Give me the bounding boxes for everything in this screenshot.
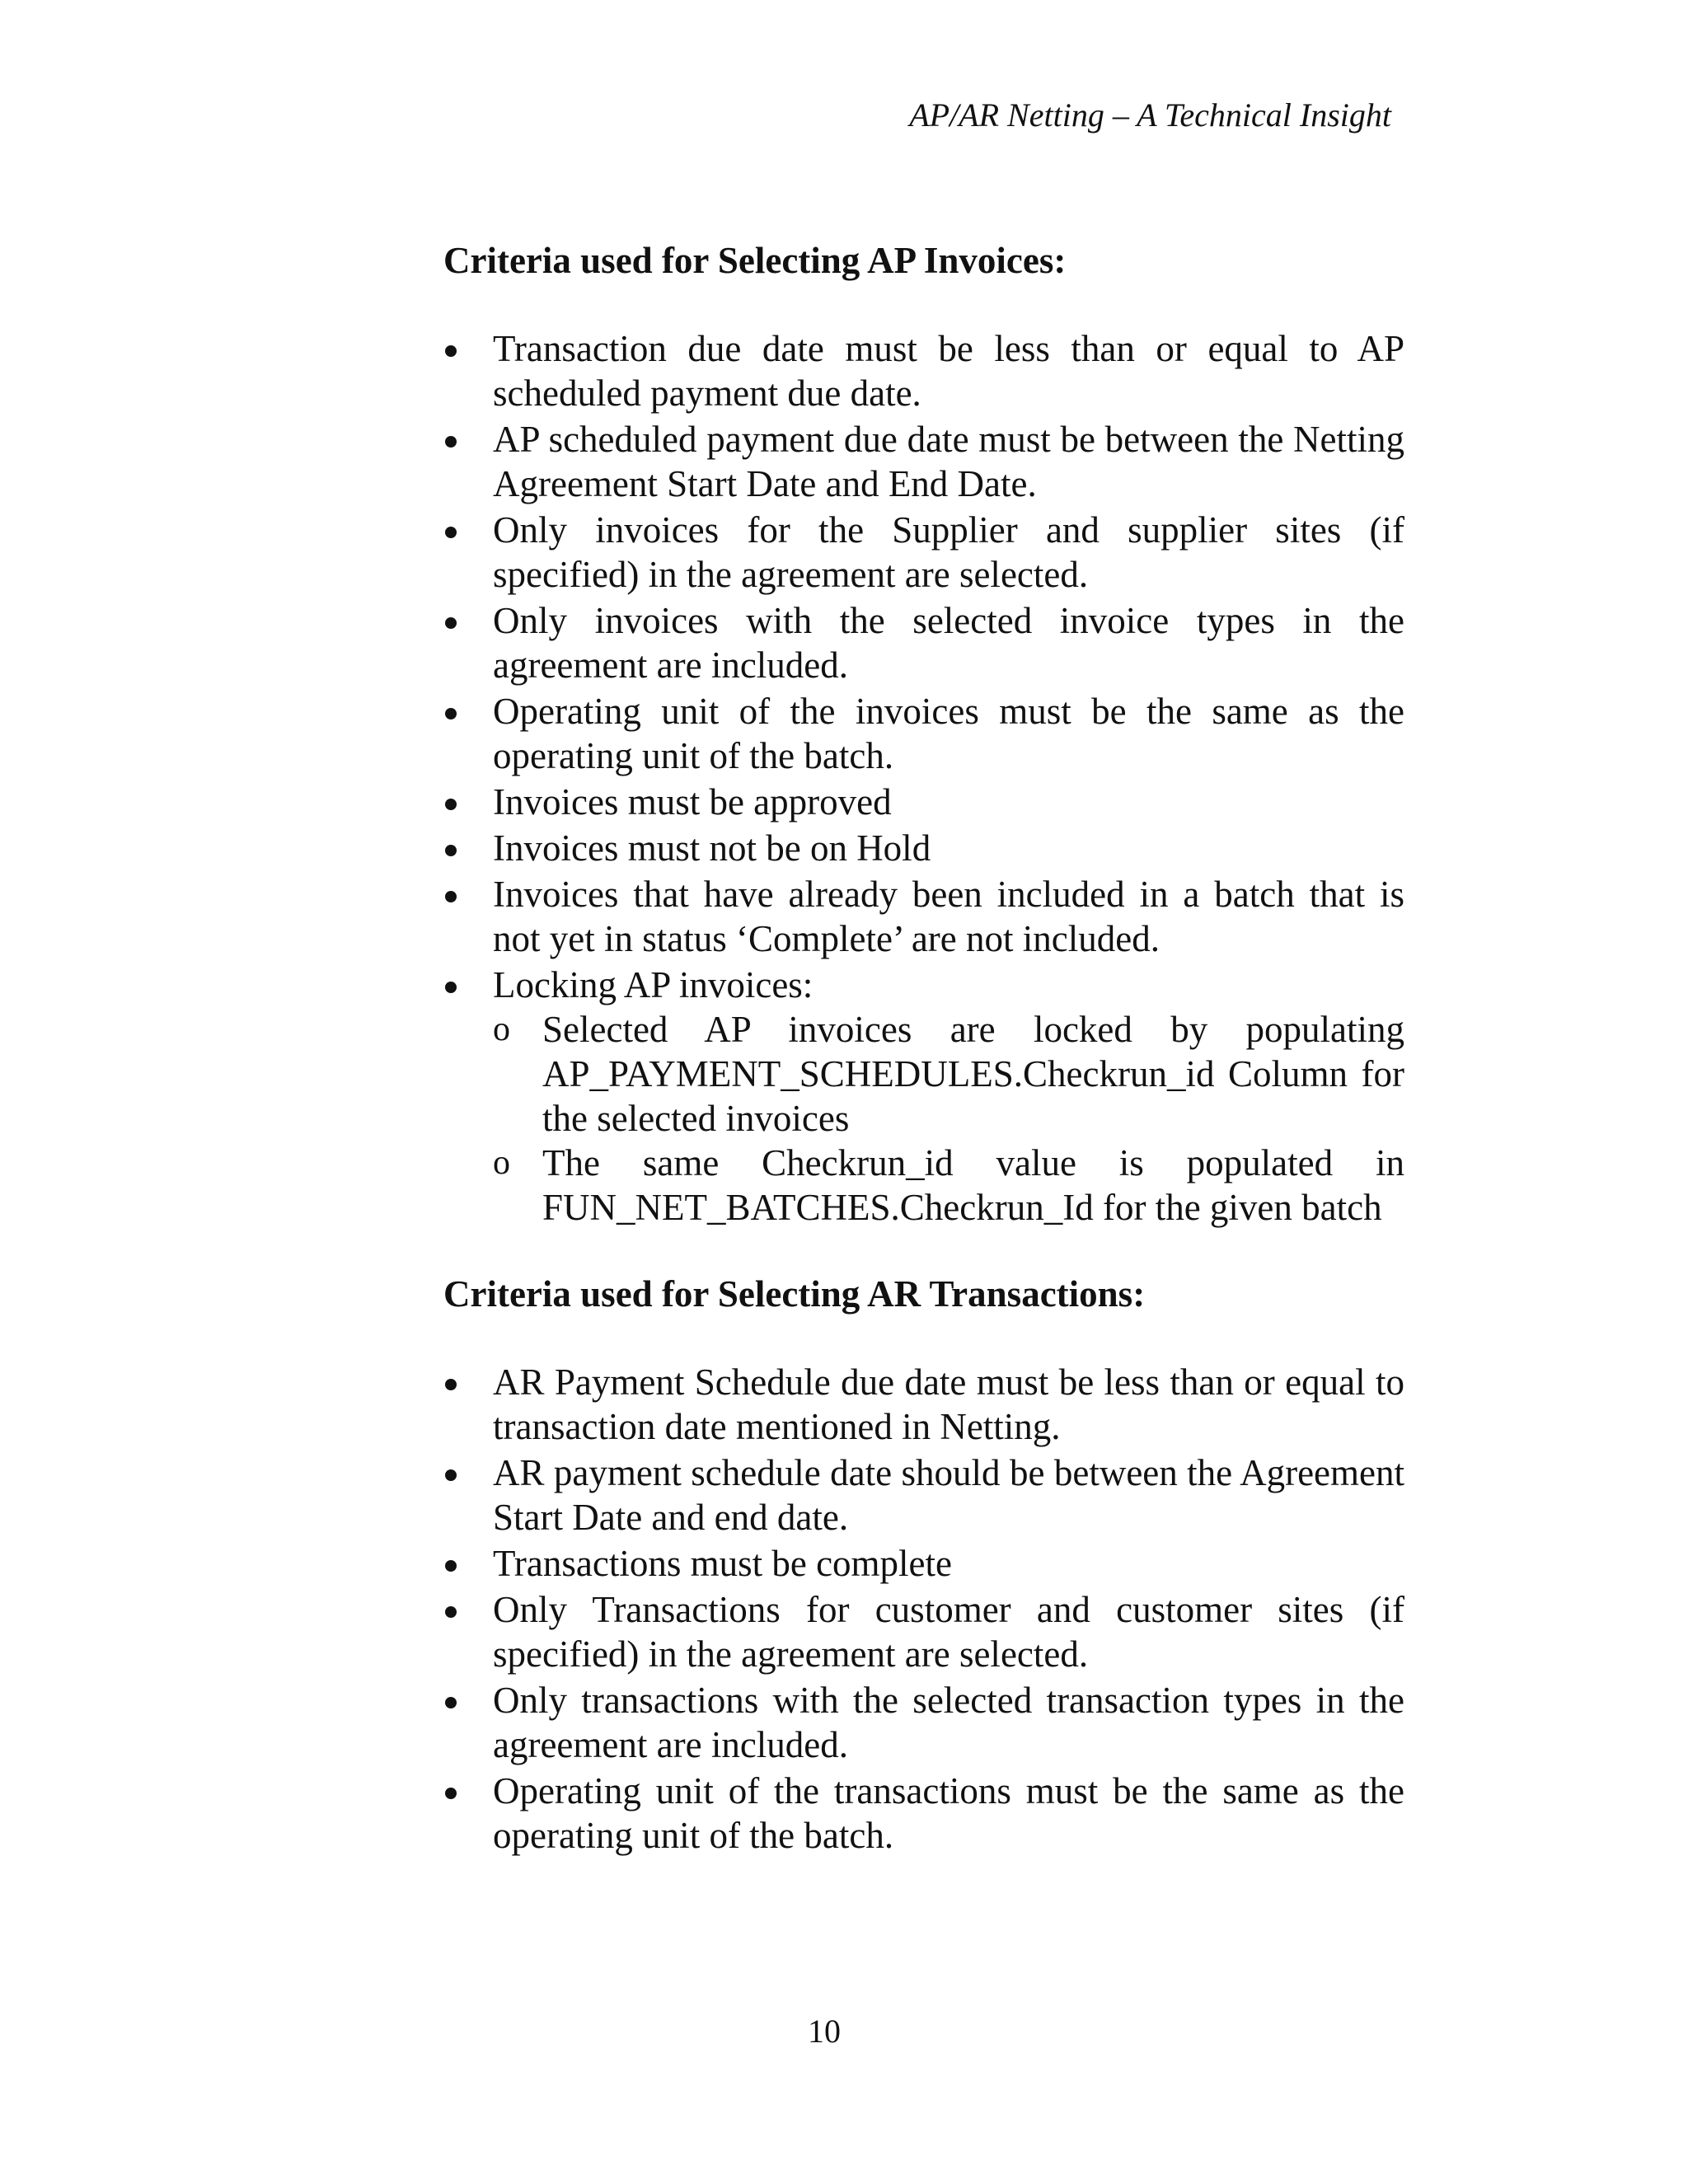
bullet-icon (445, 799, 457, 810)
ar-criteria-list (443, 1360, 1404, 1858)
bullet-icon (445, 1606, 457, 1618)
sub-list-item (493, 1141, 1404, 1230)
sub-list-item-text: Selected AP invoices are locked by populating AP_PAYMENT_SCHEDULES.Checkrun_id Column for the selected invoices (542, 1009, 1404, 1139)
list-item-text: Only transactions with the selected transaction types in the agreement are included. (493, 1680, 1404, 1765)
list-item-text: Invoices must be approved (493, 781, 892, 823)
list-item (443, 872, 1404, 961)
list-item-text: Operating unit of the transactions must be the same as the operating unit of the batch. (493, 1770, 1404, 1856)
bullet-icon (445, 982, 457, 993)
bullet-icon (445, 436, 457, 448)
list-item (443, 1360, 1404, 1449)
locking-sublist (493, 1007, 1404, 1230)
list-item (443, 598, 1404, 687)
list-item-text: Invoices that have already been included in a batch that is not yet in status ‘Complete’ are not included. (493, 874, 1404, 959)
bullet-icon (445, 1697, 457, 1708)
list-item (443, 326, 1404, 415)
bullet-icon (445, 708, 457, 719)
list-item (443, 417, 1404, 506)
list-item-text: Invoices must not be on Hold (493, 827, 931, 869)
list-item (443, 963, 1404, 1230)
list-item-text: Only invoices for the Supplier and supplier sites (if specified) in the agreement are selected. (493, 509, 1404, 595)
sub-list-item (493, 1007, 1404, 1141)
bullet-icon (445, 527, 457, 538)
list-item-text: Operating unit of the invoices must be the same as the operating unit of the batch. (493, 691, 1404, 776)
ap-criteria-list (443, 326, 1404, 1230)
bullet-icon (445, 891, 457, 902)
hollow-bullet-icon: o (493, 1010, 510, 1048)
list-item (443, 689, 1404, 778)
list-item-text: AR payment schedule date should be between the Agreement Start Date and end date. (493, 1452, 1404, 1538)
list-item (443, 508, 1404, 597)
bullet-icon (445, 1560, 457, 1572)
list-item-text: AP scheduled payment due date must be between the Netting Agreement Start Date and End Date. (493, 419, 1404, 504)
list-item-text: Only invoices with the selected invoice types in the agreement are included. (493, 600, 1404, 686)
list-item-text: Only Transactions for customer and customer sites (if specified) in the agreement are selected. (493, 1589, 1404, 1675)
list-item-text: Transaction due date must be less than or equal to AP scheduled payment due date. (493, 328, 1404, 414)
list-item (443, 1541, 1404, 1586)
list-item-text: Locking AP invoices: (493, 964, 814, 1005)
running-header: AP/AR Netting – A Technical Insight (909, 96, 1391, 134)
list-item (443, 1678, 1404, 1767)
bullet-icon (445, 617, 457, 629)
list-item-text: Transactions must be complete (493, 1543, 953, 1584)
bullet-icon (445, 845, 457, 856)
bullet-icon (445, 345, 457, 357)
list-item (443, 1769, 1404, 1858)
ap-section-heading: Criteria used for Selecting AP Invoices: (443, 240, 1067, 281)
bullet-icon (445, 1379, 457, 1390)
list-item (443, 1451, 1404, 1540)
sub-list-item-text: The same Checkrun_id value is populated in FUN_NET_BATCHES.Checkrun_Id for the given batch (542, 1142, 1404, 1228)
hollow-bullet-icon: o (493, 1144, 510, 1182)
page-number: 10 (808, 2013, 841, 2050)
page-content (443, 237, 1404, 1859)
bullet-icon (445, 1788, 457, 1799)
list-item-text: AR Payment Schedule due date must be less than or equal to transaction date mentioned in Netting. (493, 1361, 1404, 1447)
ar-section-heading: Criteria used for Selecting AR Transactions: (443, 1273, 1146, 1315)
list-item (443, 826, 1404, 870)
list-item (443, 780, 1404, 824)
list-item (443, 1587, 1404, 1676)
bullet-icon (445, 1469, 457, 1481)
